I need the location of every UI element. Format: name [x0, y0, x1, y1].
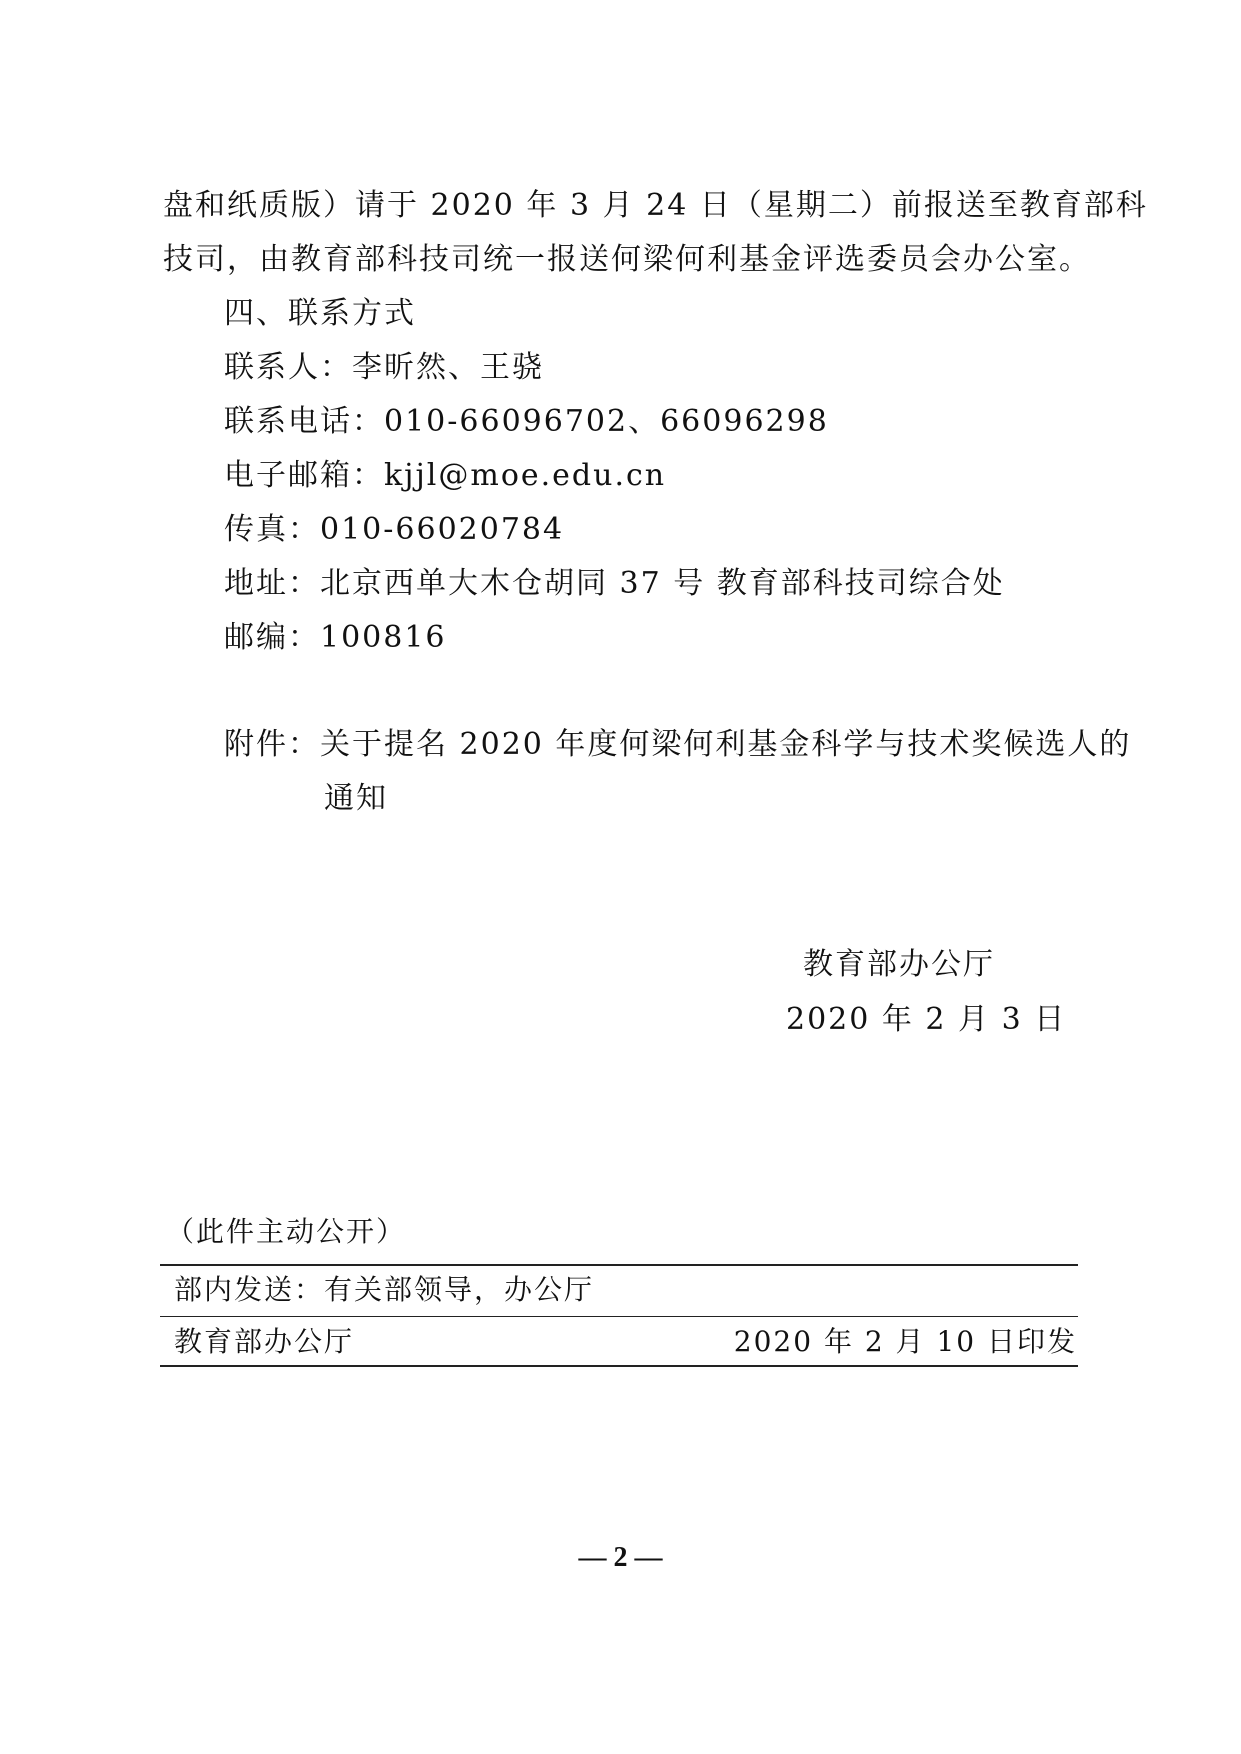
body-paragraph-line-1: 盘和纸质版）请于 2020 年 3 月 24 日（星期二）前报送至教育部科 [163, 188, 1148, 223]
contact-heading: 四、联系方式 [224, 296, 416, 331]
contact-phone-label: 联系电话： [224, 404, 384, 439]
contact-phone [224, 402, 829, 442]
disclosure-note: （此件主动公开） [166, 1215, 407, 1248]
issue-date: 2020 年 2 月 10 日印发 [733, 1325, 1077, 1358]
attachment-label: 附件： [224, 727, 320, 762]
distribution-line: 部内发送：有关部领导，办公厅 [174, 1273, 595, 1306]
attachment-line-1 [224, 725, 1131, 765]
contact-person [224, 348, 544, 388]
footer-rule-top [160, 1264, 1078, 1266]
contact-person-value: 李昕然、王骁 [352, 350, 544, 385]
attachment-title: 关于提名 2020 年度何梁何利基金科学与技术奖候选人的 [320, 727, 1132, 762]
contact-fax [224, 510, 564, 550]
contact-postcode-value: 100816 [320, 620, 447, 655]
contact-email-label: 电子邮箱： [224, 458, 384, 493]
body-paragraph-line-2: 技司，由教育部科技司统一报送何梁何利基金评选委员会办公室。 [163, 242, 1091, 277]
contact-email-value: kjjl@moe.edu.cn [384, 458, 667, 493]
contact-postcode-label: 邮编： [224, 620, 320, 655]
signature-org: 教育部办公厅 [803, 947, 995, 982]
footer-rule-bottom [160, 1365, 1078, 1367]
contact-email [224, 456, 666, 496]
contact-phone-value: 010-66096702、66096298 [384, 404, 829, 439]
page-number: — 2 — [578, 1542, 663, 1573]
signature-date: 2020 年 2 月 3 日 [786, 1002, 1067, 1037]
contact-address-label: 地址： [224, 566, 320, 601]
attachment-line-2: 通知 [324, 781, 388, 816]
issuer: 教育部办公厅 [174, 1325, 355, 1358]
contact-address-value: 北京西单大木仓胡同 37 号 教育部科技司综合处 [320, 566, 1005, 601]
contact-fax-label: 传真： [224, 512, 320, 547]
contact-person-label: 联系人： [224, 350, 352, 385]
footer-rule-middle [160, 1316, 1078, 1317]
contact-address [224, 564, 1005, 604]
contact-fax-value: 010-66020784 [320, 512, 565, 547]
contact-postcode [224, 618, 447, 658]
